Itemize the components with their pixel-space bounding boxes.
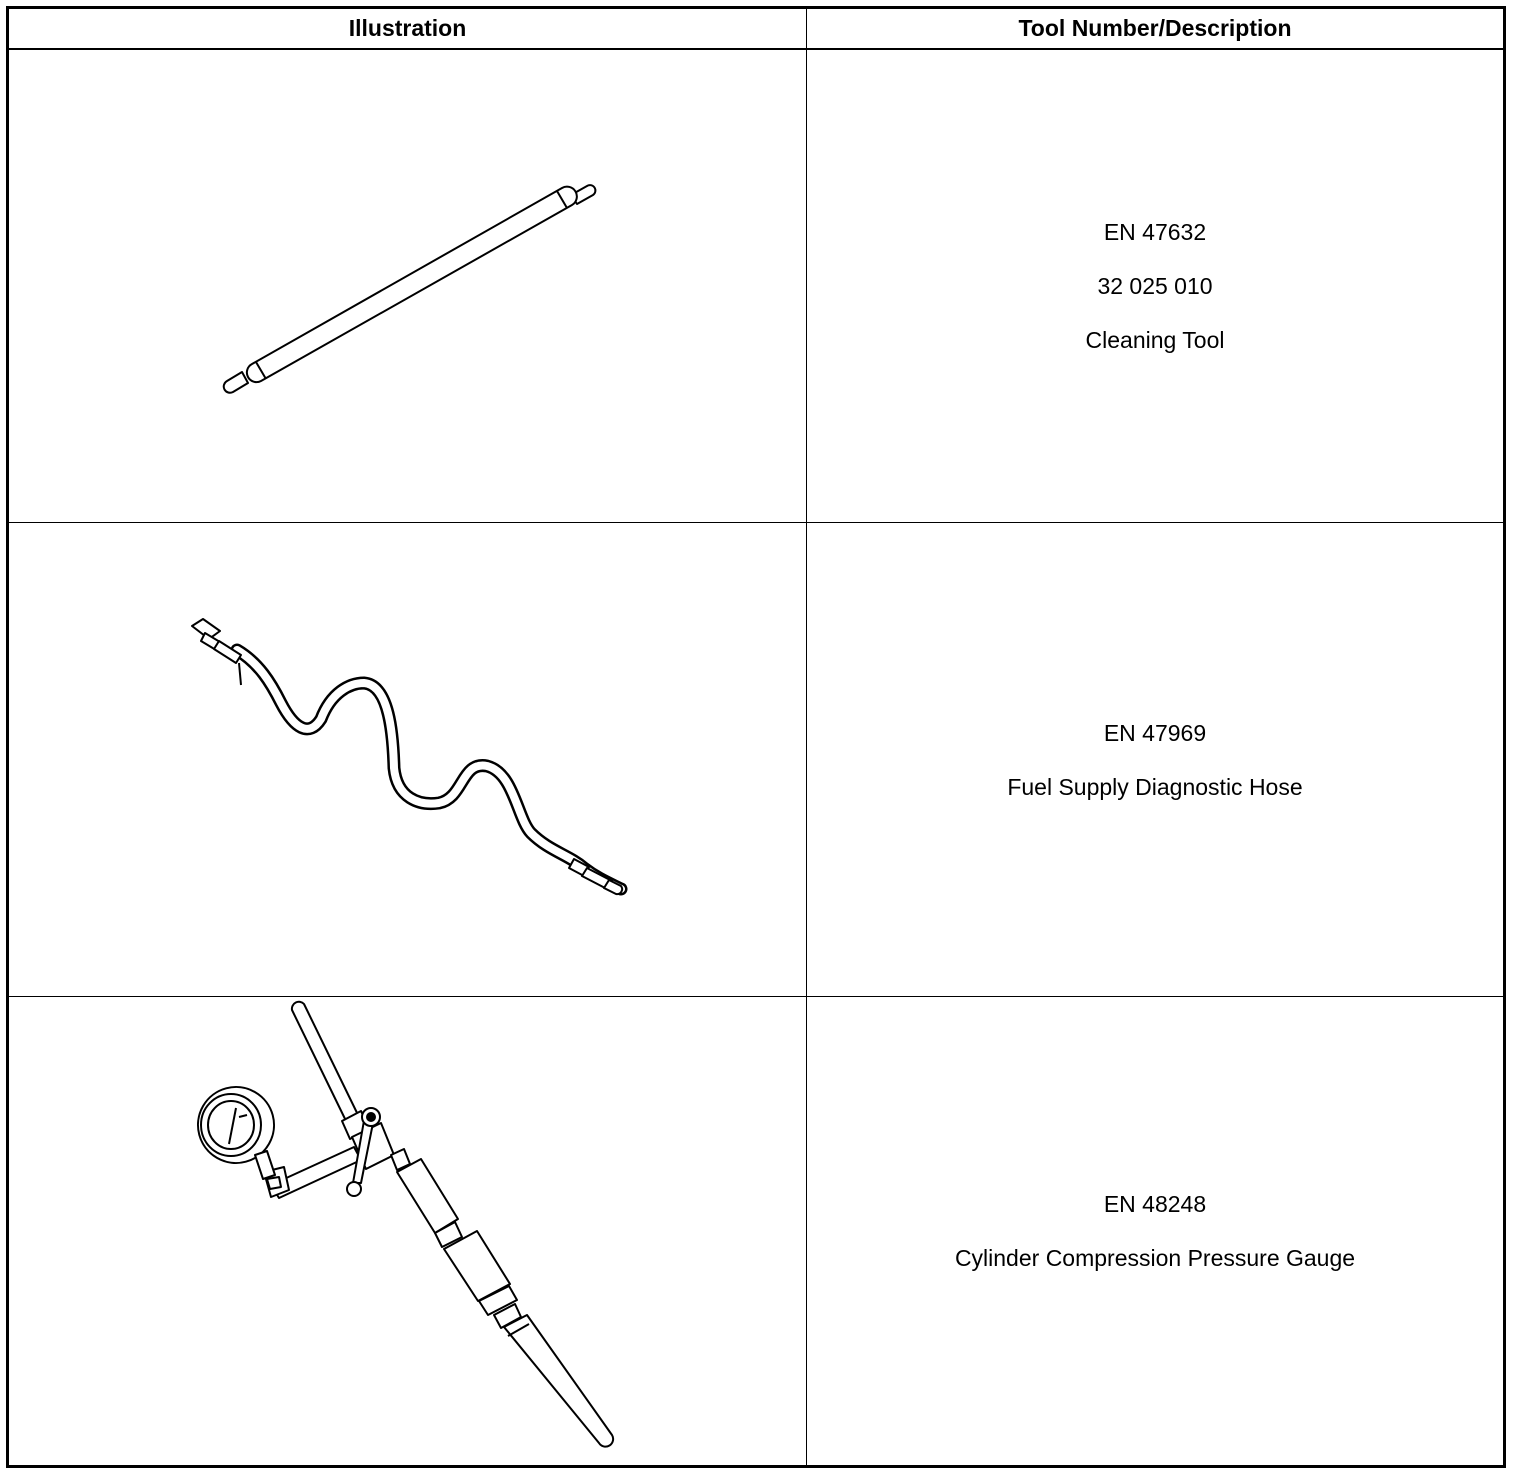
fuel-supply-diagnostic-hose-illustration-icon	[9, 523, 807, 997]
special-tools-table	[6, 6, 1506, 1468]
row-2-description-cell	[807, 523, 1503, 997]
row-3-illustration-cell	[9, 997, 807, 1465]
tool-description: Cleaning Tool	[1085, 327, 1225, 353]
row-2-illustration-cell	[9, 523, 807, 997]
header-tool-number-description: Tool Number/Description	[807, 9, 1503, 50]
tool-number: EN 48248	[1103, 1191, 1207, 1217]
header-illustration: Illustration	[9, 9, 807, 50]
tool-description: Fuel Supply Diagnostic Hose	[1007, 773, 1303, 800]
row-1-illustration-cell	[9, 50, 807, 523]
tool-alt-number: 32 025 010	[1097, 273, 1213, 299]
tool-number: EN 47969	[1103, 719, 1207, 746]
row-1-description-cell	[807, 50, 1503, 523]
tool-description: Cylinder Compression Pressure Gauge	[954, 1245, 1356, 1271]
cylinder-compression-pressure-gauge-illustration-icon	[9, 997, 807, 1467]
tool-number: EN 47632	[1103, 219, 1207, 245]
row-3-description-cell	[807, 997, 1503, 1465]
cleaning-tool-illustration-icon	[9, 50, 807, 523]
